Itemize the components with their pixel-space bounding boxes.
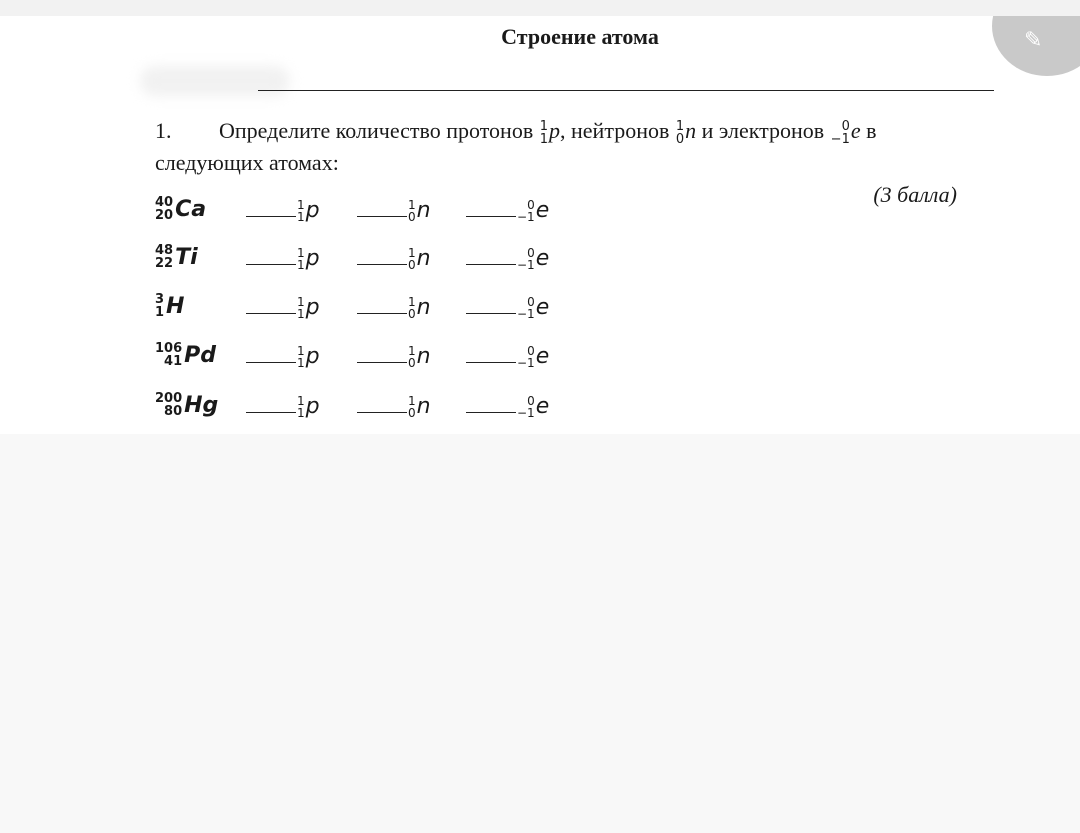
title-underline xyxy=(258,90,994,91)
atom-row xyxy=(154,293,574,329)
atom-symbol xyxy=(154,392,218,418)
pencil-icon: ✎ xyxy=(1024,28,1043,53)
neutron-answer-blank[interactable] xyxy=(357,295,431,320)
proton-answer-blank[interactable] xyxy=(246,295,320,320)
neutron-symbol: 1 0 n xyxy=(408,245,431,272)
neutron-symbol: 1 0 n xyxy=(408,197,431,224)
electron-symbol: 0 −1 e xyxy=(517,393,550,420)
neutron-notation: 1 0 xyxy=(675,118,685,147)
proton-symbol: 1 1 p xyxy=(297,294,320,321)
neutron-symbol: 1 0 n xyxy=(408,393,431,420)
atom-element: Ca xyxy=(175,196,207,222)
task-number: 1. xyxy=(155,118,172,143)
atom-symbol xyxy=(154,342,216,368)
electron-notation: 0 −1 xyxy=(830,118,850,147)
proton-answer-blank[interactable] xyxy=(246,246,320,271)
task-1 xyxy=(155,115,1005,207)
atom-row xyxy=(154,244,574,280)
neutron-answer-blank[interactable] xyxy=(357,344,431,369)
atom-element: Pd xyxy=(184,342,217,368)
document-page xyxy=(0,16,1080,434)
proton-symbol: 1 1 p xyxy=(297,343,320,370)
atom-nuclide: 40 20 xyxy=(155,195,174,223)
atom-element: H xyxy=(166,293,185,319)
page-title: Строение атома xyxy=(501,24,659,49)
proton-answer-blank[interactable] xyxy=(246,394,320,419)
task-text-2: , нейтронов xyxy=(560,118,670,143)
electron-symbol: 0 −1 e xyxy=(517,343,550,370)
electron-symbol: 0 −1 e xyxy=(517,245,550,272)
proton-answer-blank[interactable] xyxy=(246,344,320,369)
electron-answer-blank[interactable] xyxy=(466,198,549,223)
neutron-answer-blank[interactable] xyxy=(357,198,431,223)
electron-symbol: 0 −1 e xyxy=(517,197,550,224)
proton-notation: 1 1 xyxy=(539,118,549,147)
atom-row xyxy=(154,196,574,232)
proton-answer-blank[interactable] xyxy=(246,198,320,223)
atom-nuclide: 48 22 xyxy=(155,243,174,271)
neutron-symbol: 1 0 n xyxy=(408,343,431,370)
atom-nuclide: 200 80 xyxy=(155,391,183,419)
electron-answer-blank[interactable] xyxy=(466,344,549,369)
neutron-symbol: 1 0 n xyxy=(408,294,431,321)
task-points: (3 балла) xyxy=(873,182,957,207)
top-bar xyxy=(0,0,1080,16)
atom-symbol xyxy=(154,293,184,319)
atom-element: Hg xyxy=(184,392,219,418)
electron-symbol: 0 −1 e xyxy=(517,294,550,321)
empty-area xyxy=(0,434,1080,833)
proton-symbol: 1 1 p xyxy=(297,197,320,224)
neutron-answer-blank[interactable] xyxy=(357,394,431,419)
atom-symbol xyxy=(154,196,206,222)
atom-symbol xyxy=(154,244,198,270)
atom-nuclide: 106 41 xyxy=(155,341,183,369)
proton-symbol: 1 1 p xyxy=(297,245,320,272)
task-text-1: Определите количество протонов xyxy=(219,118,534,143)
electron-answer-blank[interactable] xyxy=(466,394,549,419)
atom-element: Ti xyxy=(175,244,198,270)
atom-row xyxy=(154,392,574,428)
proton-symbol: 1 1 p xyxy=(297,393,320,420)
blurred-area xyxy=(140,66,290,96)
neutron-answer-blank[interactable] xyxy=(357,246,431,271)
task-text-3: и электронов xyxy=(701,118,825,143)
task-text-4: в xyxy=(866,118,877,143)
task-line-2: следующих атомах: (3 балла) xyxy=(155,147,1005,179)
atom-row xyxy=(154,342,574,378)
task-line-1: 1. Определите количество протонов 1 1 p, нейтронов 1 0 n и электронов 0 −1 e в xyxy=(155,115,1005,147)
electron-answer-blank[interactable] xyxy=(466,246,549,271)
atom-nuclide: 3 1 xyxy=(155,292,165,320)
electron-answer-blank[interactable] xyxy=(466,295,549,320)
